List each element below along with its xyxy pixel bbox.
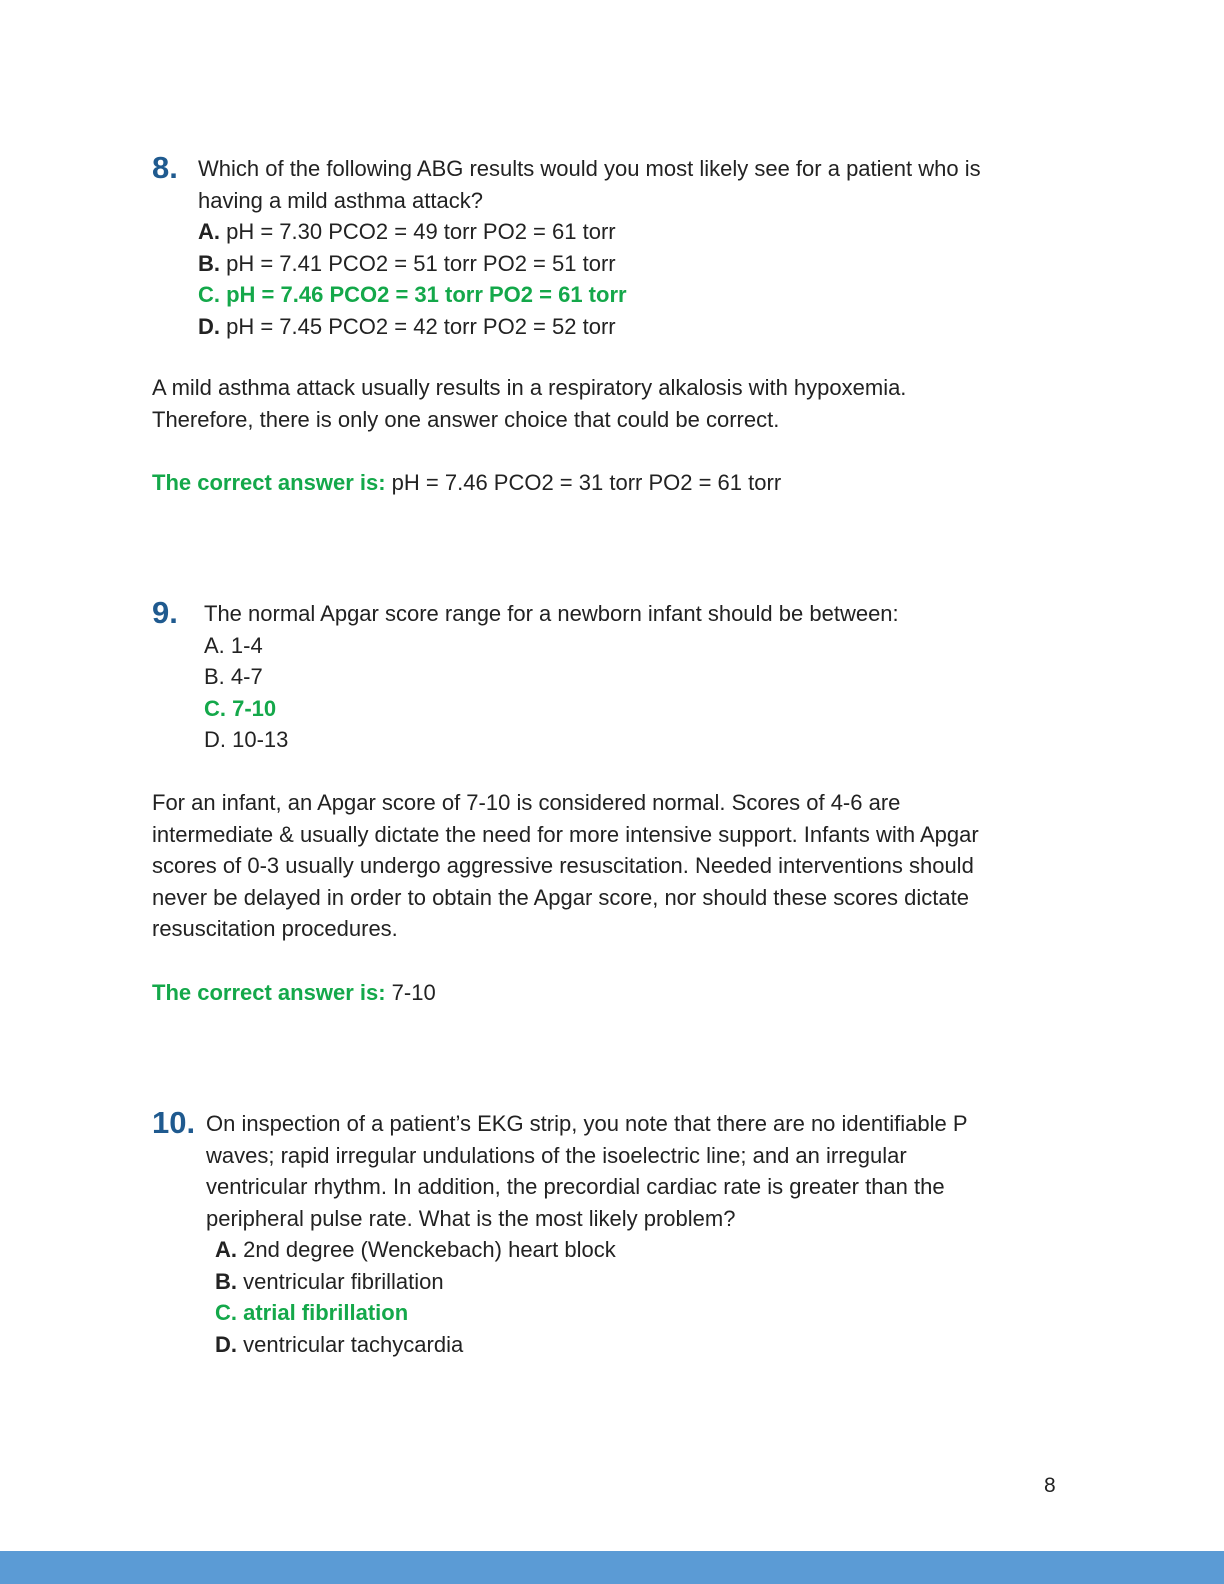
option-b: B. pH = 7.41 PCO2 = 51 torr PO2 = 51 torr [198,250,616,276]
question-text: Which of the following ABG results would you most likely see for a patient who is [198,156,981,181]
question-number: 10. [152,1105,196,1140]
question-9 [152,595,1072,756]
footer-bar [0,1551,1224,1584]
question-number: 8. [152,150,178,185]
option-c-correct: C. atrial fibrillation [215,1300,409,1325]
explanation-8: A mild asthma attack usually results in a respiratory alkalosis with hypoxemia. Therefore, there is only one answer choice that could be correct. [152,375,907,432]
question-text: peripheral pulse rate. What is the most likely problem? [206,1205,736,1231]
answer-label: The correct answer is: [152,470,386,495]
option-a: A. 1-4 [204,632,263,658]
option-d: D. ventricular tachycardia [215,1331,464,1357]
page-number: 8 [1044,1474,1056,1497]
question-text: ventricular rhythm. In addition, the precordial cardiac rate is greater than the [206,1174,945,1199]
question-text: The normal Apgar score range for a newborn infant should be between: [204,601,899,626]
answer-label: The correct answer is: [152,980,386,1005]
answer-9 [152,977,1072,1009]
option-d: D. pH = 7.45 PCO2 = 42 torr PO2 = 52 torr [198,313,616,339]
option-d: D. 10-13 [204,727,289,752]
option-c-correct: C. pH = 7.46 PCO2 = 31 torr PO2 = 61 torr [198,282,627,307]
answer-value: 7-10 [385,980,436,1005]
option-c-correct: C. 7-10 [204,695,277,721]
question-10 [152,1105,1072,1360]
explanation-9: For an infant, an Apgar score of 7-10 is considered normal. Scores of 4-6 are intermediate & usually dictate the need for more intensive support. Infants with Apgar scores of 0-3 usually undergo aggressive resuscitation. Needed interventions should never be delayed in order to obtain the Apgar score, nor should these scores dictate resuscitation procedures. [152,790,979,941]
question-text: having a mild asthma attack? [198,187,483,213]
answer-value: pH = 7.46 PCO2 = 31 torr PO2 = 61 torr [385,470,782,495]
answer-8 [152,467,1072,499]
option-b: B. ventricular fibrillation [215,1268,444,1294]
question-text: On inspection of a patient’s EKG strip, you note that there are no identifiable P [206,1111,968,1136]
question-number: 9. [152,595,178,630]
question-8 [152,150,1072,342]
question-text: waves; rapid irregular undulations of the isoelectric line; and an irregular [206,1142,907,1168]
option-a: A. 2nd degree (Wenckebach) heart block [215,1237,616,1262]
option-b: B. 4-7 [204,664,263,689]
option-a: A. pH = 7.30 PCO2 = 49 torr PO2 = 61 torr [198,219,616,244]
